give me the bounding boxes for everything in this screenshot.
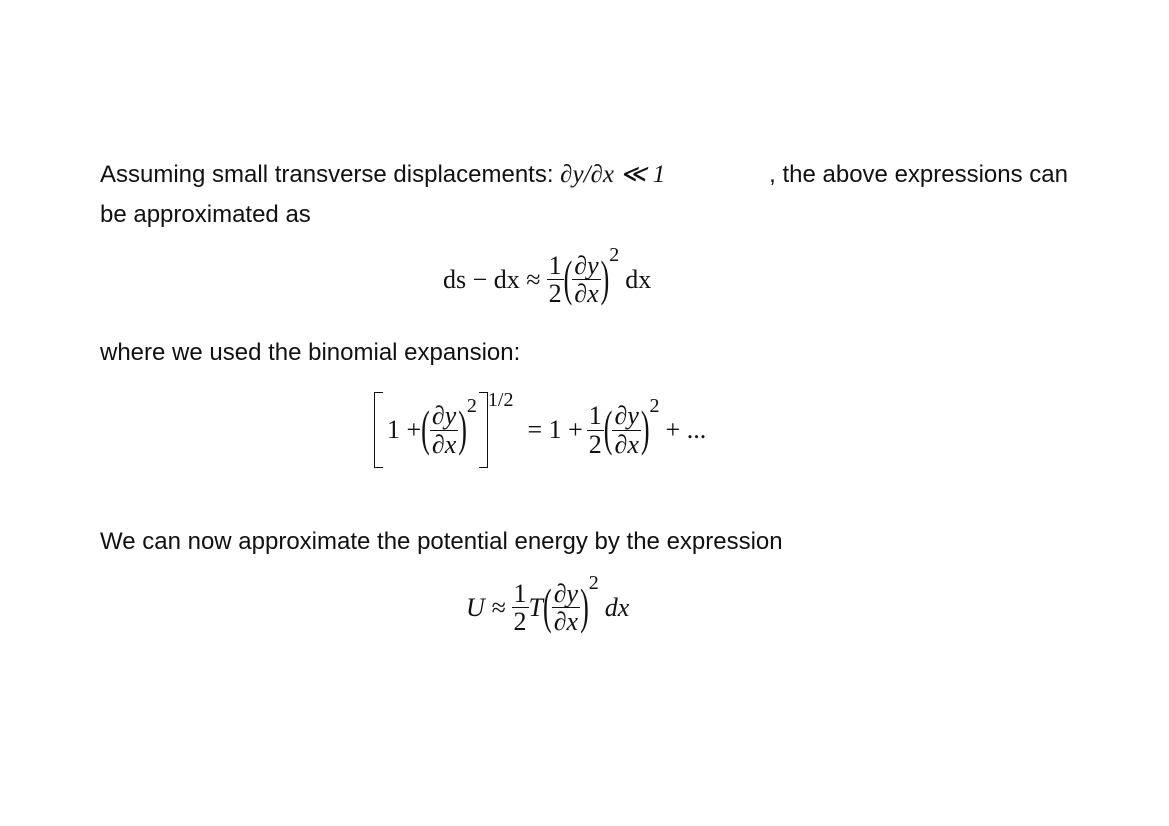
eq2-half: $\frac{1}{2}$ xyxy=(588,401,602,459)
eq3-exponent: 2 xyxy=(588,572,599,595)
paragraph-small-displacements xyxy=(100,155,1070,235)
paragraph-potential-energy: We can now approximate the potential energy by the expression xyxy=(100,528,783,555)
eq3-lhs: U ≈ xyxy=(466,592,506,622)
eq2-right-bracket xyxy=(479,392,488,468)
eq2-left-bracket xyxy=(374,392,383,468)
eq1-right-paren: ) xyxy=(600,251,610,307)
eq1-half: $\frac{1}{2}$ xyxy=(548,251,562,309)
eq2-rhs-exponent: 2 xyxy=(649,394,660,417)
text-above-expressions: , the above expressions can xyxy=(769,161,1068,188)
eq2-derivative: $\frac{\partial y}{\partial x}$ xyxy=(431,401,457,459)
eq1-derivative: $\frac{\partial y}{\partial x}$ xyxy=(574,251,599,309)
equation-binomial-expansion: 1 + ( $\frac{\partial y}{\partial x}$ ) 2 1/2 = 1 + $\frac{1}{2}$ ( $\frac{\partial y}{\partial x}$ ) 2 + ... xyxy=(374,392,706,468)
text-approximated-as: be approximated as xyxy=(100,201,311,228)
inline-math-condition: ∂y/∂x ≪ 1 xyxy=(560,161,666,188)
eq2-rhs: = 1 + xyxy=(527,415,583,444)
eq2-ellipsis: + ... xyxy=(665,415,707,444)
eq1-exponent: 2 xyxy=(609,244,620,267)
paragraph-binomial: where we used the binomial expansion: xyxy=(100,339,521,366)
eq1-dx: dx xyxy=(625,264,652,294)
equation-ds-minus-dx xyxy=(443,244,652,309)
eq3-derivative: $\frac{\partial y}{\partial x}$ xyxy=(553,579,579,637)
eq1-left-paren: ( xyxy=(563,251,573,307)
eq3-dx: dx xyxy=(604,592,630,622)
eq2-outer-exponent: 1/2 xyxy=(487,388,514,411)
paragraph-text-a xyxy=(100,155,665,195)
equation-potential-energy: U ≈ $\frac{1}{2}$ T ( $\frac{\partial y}{\partial x}$ ) 2 dx xyxy=(466,572,630,637)
eq2-one-plus: 1 + xyxy=(387,415,422,444)
eq2-derivative-rhs: $\frac{\partial y}{\partial x}$ xyxy=(614,401,639,459)
eq2-inner-exponent: 2 xyxy=(466,394,477,417)
eq1-lhs: ds − dx ≈ xyxy=(443,264,541,294)
text-assuming: Assuming small transverse displacements: xyxy=(100,161,561,188)
eq3-half: $\frac{1}{2}$ xyxy=(513,579,527,637)
eq3-tension: T xyxy=(528,592,544,622)
